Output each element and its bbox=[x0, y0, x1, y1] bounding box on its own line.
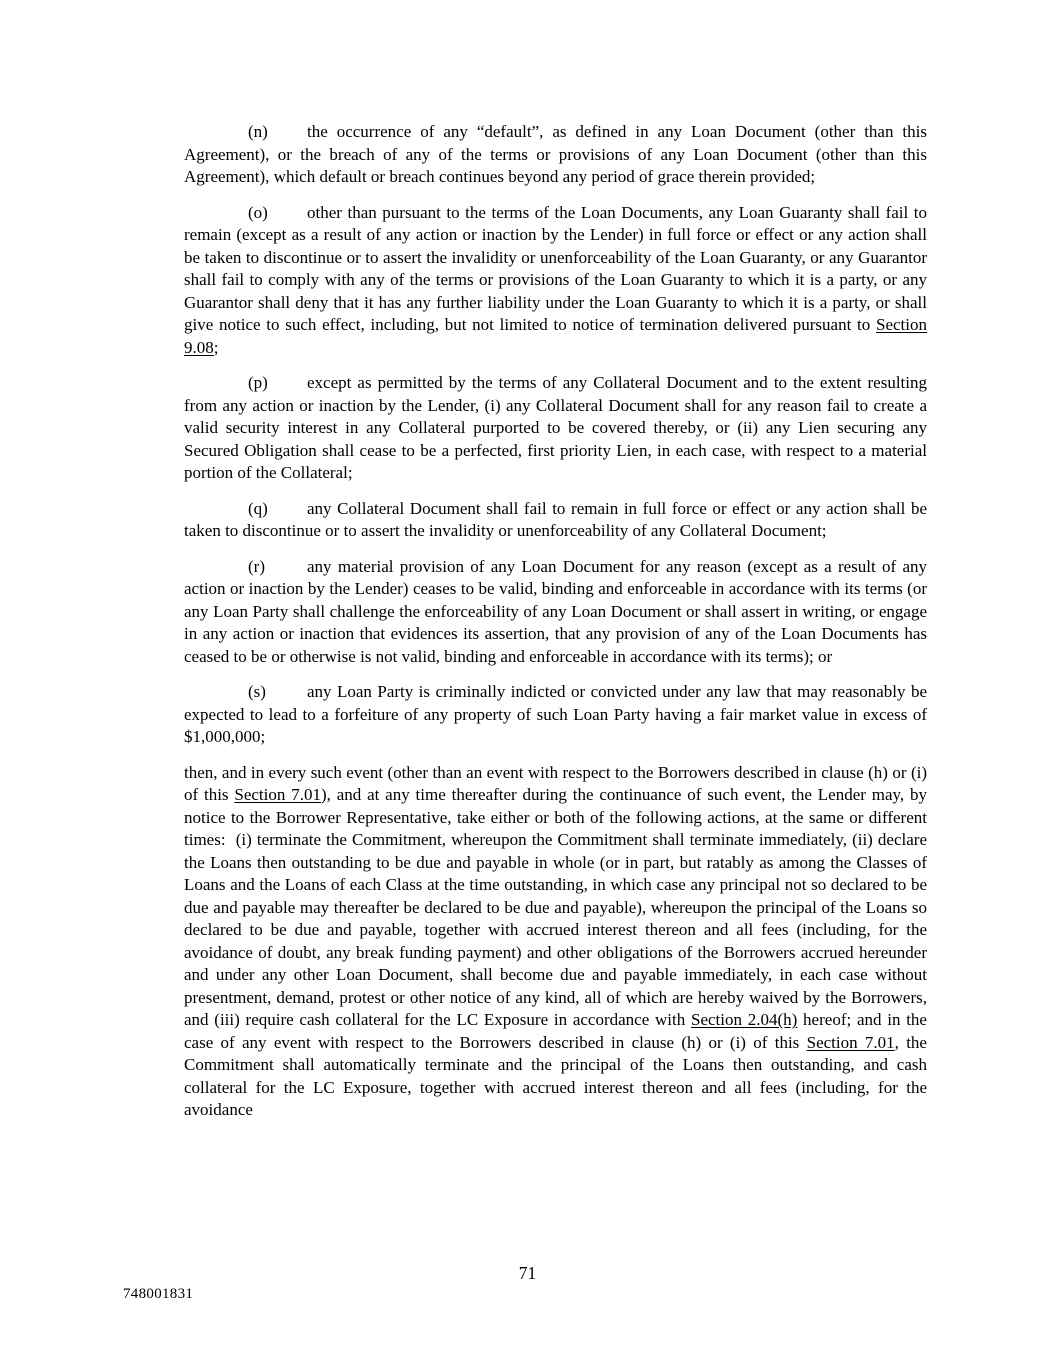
clause-paragraph bbox=[184, 498, 927, 543]
section-reference: Section 7.01 bbox=[234, 785, 321, 804]
clause-paragraph bbox=[184, 372, 927, 485]
clause-paragraph bbox=[184, 556, 927, 669]
clause-paragraph bbox=[184, 681, 927, 749]
clause-paragraph bbox=[184, 202, 927, 360]
document-id-stamp: 748001831 bbox=[123, 1286, 194, 1302]
text-run: ), and at any time thereafter during the continuance of such event, the Lender may, by notice to the Borrower Representative, take either or both of the following actions, at the same or different times: (i) terminate the Commitment, whereupon the Commitment shall terminate immediately, (ii) declare the Loans then outstanding to be due and payable in whole (or in part, but ratably as among the Classes of Loans and the Loans of each Class at the time outstanding, in which case any principal not so declared to be due and payable may thereafter be declared to be due and payable), whereupon the principal of the Loans so declared to be due and payable, together with accrued interest thereon and all fees (including, for the avoidance of doubt, any break funding payment) and other obligations of the Borrowers accrued hereunder and under any other Loan Document, shall become due and payable immediately, in each case without presentment, demand, protest or other notice of any kind, all of which are hereby waived by the Borrowers, and (iii) require cash collateral for the LC Exposure in accordance with bbox=[184, 785, 927, 1029]
clause-label: (o) bbox=[248, 202, 268, 222]
text-run: , the Commitment shall automatically terminate and the principal of the Loans then outstanding, and cash collateral for the LC Exposure, together with accrued interest thereon and all fees (including, for the avoidance bbox=[184, 1032, 927, 1119]
clause-paragraph bbox=[184, 121, 927, 189]
clause-label: (r) bbox=[248, 556, 265, 576]
text-run: any material provision of any Loan Document for any reason (except as a result of any action or inaction by the Lender) ceases to be valid, binding and enforceable in accordance with its terms (or any Loan Party shall challenge the enforceability of any Loan Document or shall assert in writing, or engage in any action or inaction that evidences its assertion, that any provision of any of the Loan Documents has ceased to be or otherwise is not valid, binding and enforceable in accordance with its terms); or bbox=[184, 556, 927, 666]
closing-paragraph bbox=[184, 762, 927, 1122]
section-reference: Section 2.04(h) bbox=[691, 1010, 798, 1029]
clause-label: (s) bbox=[248, 682, 266, 701]
document-body bbox=[184, 121, 927, 1135]
text-run: the occurrence of any “default”, as defined in any Loan Document (other than this Agreement), or the breach of any of the terms or provisions of any Loan Document (other than this Agreement), which default or breach continues beyond any period of grace therein provided; bbox=[184, 122, 927, 186]
clause-label: (p) bbox=[248, 373, 268, 392]
text-run: other than pursuant to the terms of the Loan Documents, any Loan Guaranty shall fail to remain (except as a result of any action or inaction by the Lender) in full force or effect or any action shall be taken to discontinue or to assert the invalidity or unenforceability of the Loan Guaranty, or any Guarantor shall fail to comply with any of the terms or provisions of the Loan Guaranty to which it is a party, or any Guarantor shall deny that it has any further liability under the Loan Guaranty to which it is a party, or shall give notice to such effect, including, but not limited to notice of termination delivered pursuant to bbox=[184, 202, 927, 334]
text-run: hereof; and in the case of any event with respect to the Borrowers described in clause (h) or (i) of this bbox=[184, 1010, 927, 1052]
text-run: except as permitted by the terms of any Collateral Document and to the extent resulting from any action or inaction by the Lender, (i) any Collateral Document shall for any reason fail to create a valid security interest in any Collateral purported to be covered thereby, or (ii) any Lien securing any Secured Obligation shall cease to be a perfected, first priority Lien, in each case, with respect to a material portion of the Collateral; bbox=[184, 373, 927, 482]
clause-label: (n) bbox=[248, 122, 268, 141]
text-run: any Loan Party is criminally indicted or convicted under any law that may reasonably be expected to lead to a forfeiture of any property of such Loan Party having a fair market value in excess of $1,000,000; bbox=[184, 682, 927, 746]
text-run: any Collateral Document shall fail to remain in full force or effect or any action shall be taken to discontinue or to assert the invalidity or unenforceability of any Collateral Document; bbox=[184, 498, 927, 540]
page-number: 71 bbox=[518, 1263, 537, 1283]
clause-label: (q) bbox=[248, 498, 268, 518]
section-reference: Section 7.01 bbox=[806, 1032, 895, 1052]
text-run: ; bbox=[213, 337, 219, 357]
section-reference: Section 9.08 bbox=[184, 315, 927, 357]
text-run: then, and in every such event (other than an event with respect to the Borrowers described in clause (h) or (i) of this bbox=[184, 762, 927, 804]
